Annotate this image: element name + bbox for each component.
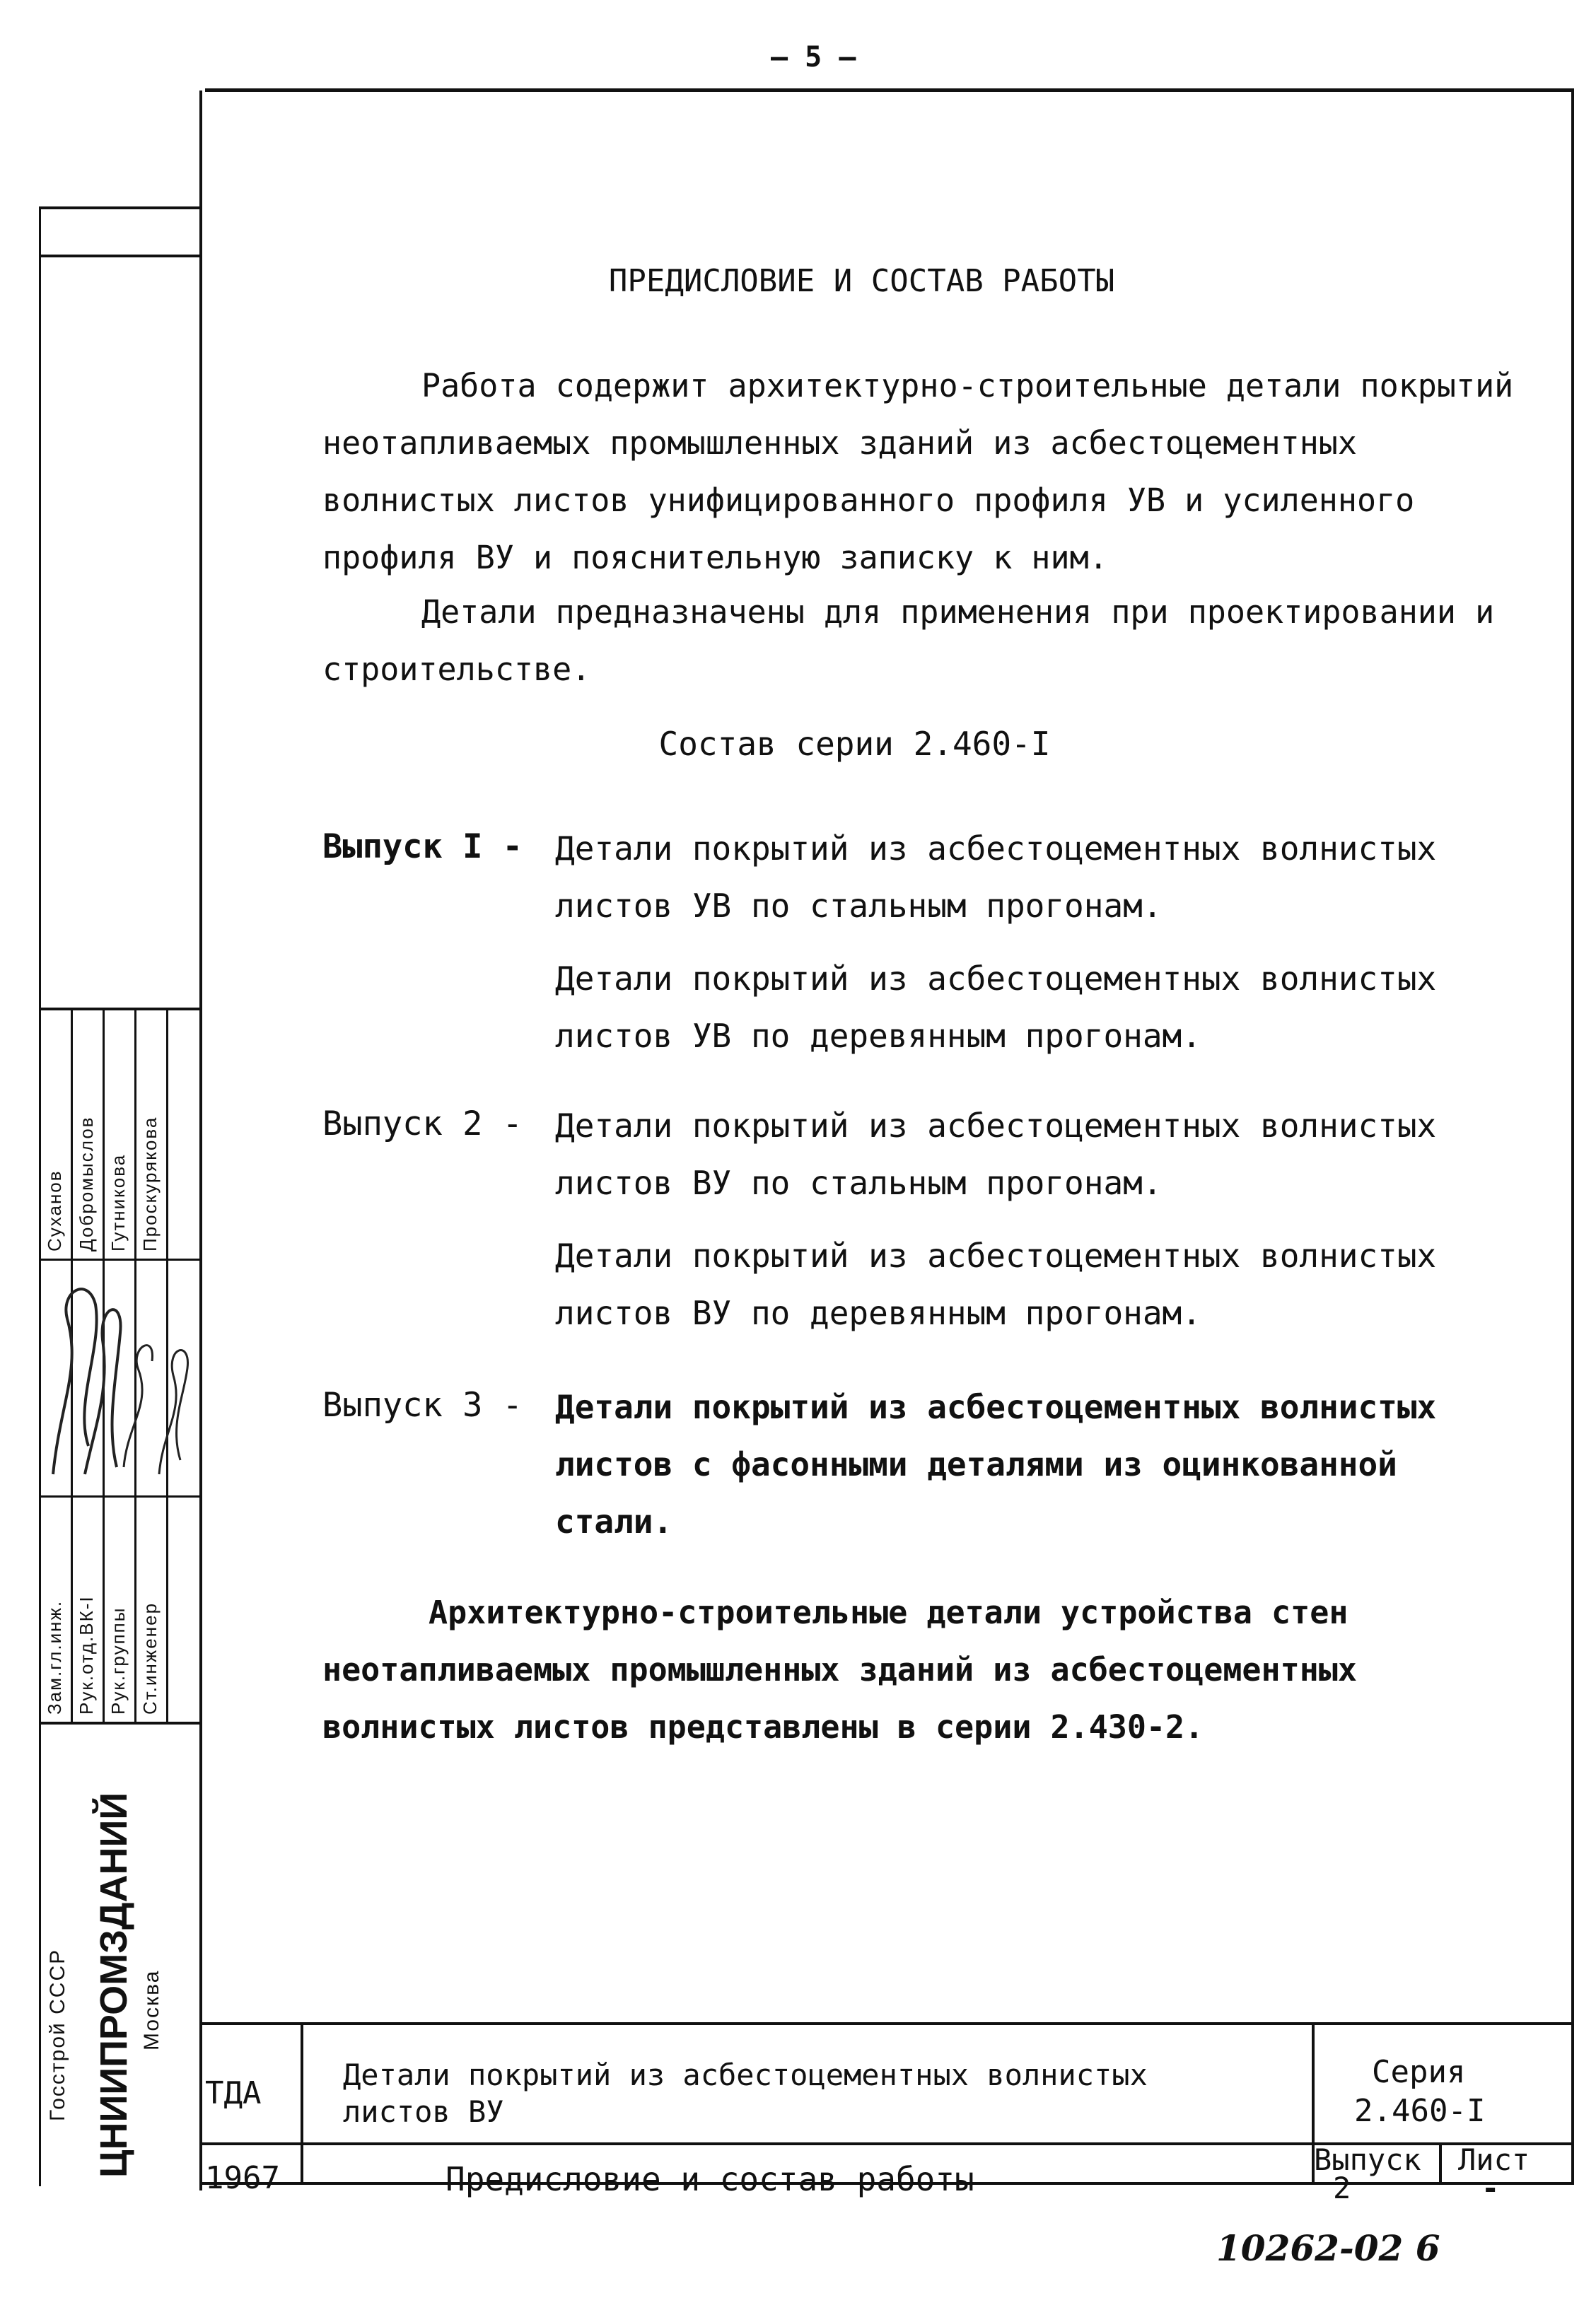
issue-2-label: Выпуск 2 -: [322, 1104, 523, 1143]
role-deputy-chief-engineer: Зам.гл.инж.: [44, 1599, 65, 1715]
frame-top-border: [205, 88, 1573, 92]
intro-paragraph: Работа содержит архитектурно-строительные детали покрытий неотапливаемых промышленных зданий из асбестоцементных волнистых листов унифицированного профиля УВ и усиленного профиля ВУ и пояснительную записку к ним.: [322, 367, 1514, 576]
title-block-description-line2: листов ВУ: [343, 2094, 504, 2129]
side-row-line-2: [39, 1495, 202, 1498]
signatures: [39, 1262, 202, 1492]
series-heading: Состав серии 2.460-I: [658, 725, 1051, 763]
frame-left-border: [199, 91, 202, 2190]
issue-1-items: [555, 820, 1524, 1065]
side-block-top: [39, 1008, 202, 1010]
org-institute: ЦНИИПРОМЗДАНИЙ: [93, 1792, 135, 2178]
side-top-line: [39, 206, 202, 209]
name-gutnikova: Гутникова: [107, 1153, 129, 1252]
issue-2-items: [555, 1097, 1524, 1342]
issue-1-item-1: Детали покрытий из асбестоцементных волнистых листов УВ по стальным прогонам.: [555, 829, 1437, 925]
issue-2-item-1: Детали покрытий из асбестоцементных волнистых листов ВУ по стальным прогонам.: [555, 1107, 1437, 1202]
org-city: Москва: [140, 1969, 163, 2050]
issue-value: 2: [1333, 2171, 1351, 2205]
role-senior-engineer: Ст.инженер: [139, 1602, 161, 1715]
side-outer-line: [39, 206, 41, 2186]
title-block-sheet-title: Предисловие и состав работы: [445, 2160, 974, 2198]
walls-paragraph: Архитектурно-строительные детали устройства стен неотапливаемых промышленных зданий из асбестоцементных волнистых листов представлены в серии 2.430-2.: [322, 1594, 1357, 1746]
side-line-2: [39, 255, 202, 257]
name-sukhanov: Суханов: [44, 1169, 65, 1252]
title-block-divider-1: [301, 2022, 303, 2185]
sheet-value: -: [1481, 2171, 1500, 2205]
role-department-head: Рук.отд.ВК-I: [76, 1595, 97, 1715]
issue-3-label: Выпуск 3 -: [322, 1386, 523, 1425]
issue-2-item-2: Детали покрытий из асбестоцементных волнистых листов ВУ по деревянным прогонам.: [555, 1237, 1437, 1332]
page-number: — 5 —: [771, 41, 856, 74]
issue-3-items: [555, 1379, 1524, 1551]
series-label: Серия: [1372, 2054, 1466, 2090]
side-block-bottom: [39, 1722, 202, 1725]
series-value: 2.460-I: [1354, 2093, 1486, 2129]
side-row-line-1: [39, 1259, 202, 1261]
org-gosstroy: Госстрой СССР: [46, 1948, 69, 2121]
document-title: ПРЕДИСЛОВИЕ И СОСТАВ РАБОТЫ: [608, 263, 1115, 299]
name-proskuryakova: Проскурякова: [139, 1116, 161, 1252]
issue-1-label: Выпуск I -: [322, 827, 523, 866]
title-block-description-line1: Детали покрытий из асбестоцементных волнистых: [343, 2058, 1148, 2092]
title-block-code: ТДА: [205, 2075, 262, 2111]
sheet-label: Лист: [1458, 2142, 1530, 2177]
issue-label: Выпуск: [1314, 2142, 1421, 2177]
purpose-paragraph: Детали предназначены для применения при проектировании и строительстве.: [322, 593, 1495, 688]
issue-1-item-2: Детали покрытий из асбестоцементных волнистых листов УВ по деревянным прогонам.: [555, 959, 1437, 1055]
role-group-head: Рук.группы: [107, 1606, 129, 1715]
stamp-number: 10262-02 6: [1216, 2227, 1440, 2269]
title-block-divider-3: [1439, 2142, 1442, 2185]
title-block-year: 1967: [205, 2160, 280, 2196]
name-dobromyslov: Добромыслов: [76, 1116, 97, 1252]
frame-right-border: [1571, 88, 1574, 2171]
issue-3-item-1: Детали покрытий из асбестоцементных волнистых листов с фасонными деталями из оцинкованной стали.: [555, 1388, 1437, 1541]
